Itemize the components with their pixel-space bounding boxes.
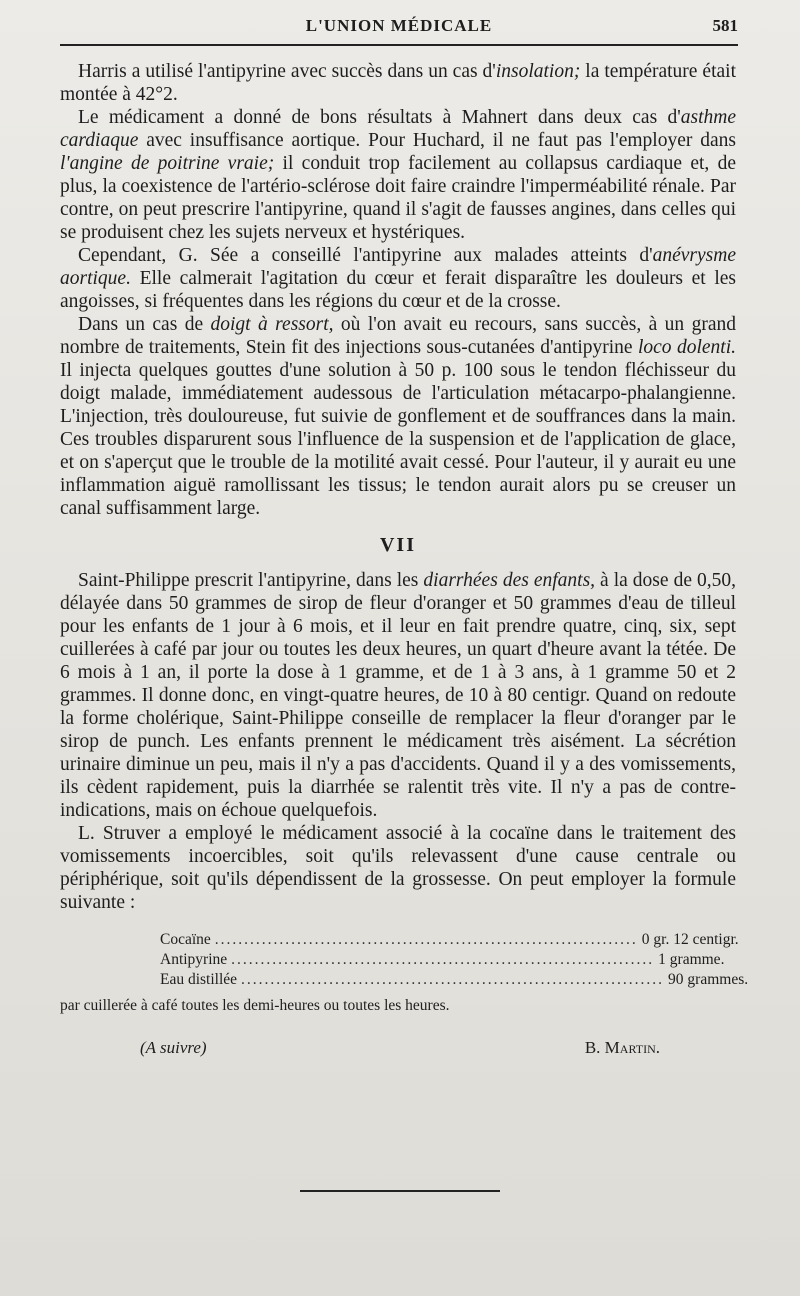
page-number: 581 bbox=[712, 16, 738, 35]
formula-quantity: 90 grammes. bbox=[668, 971, 749, 988]
formula-ingredient: Cocaïne bbox=[160, 931, 211, 948]
body-text bbox=[60, 60, 749, 1060]
dose-instruction: par cuillerée à café toutes les demi-heures ou toutes les heures. bbox=[60, 997, 450, 1014]
section-heading: VII bbox=[379, 534, 416, 556]
leader-dots: ........................................................................ bbox=[241, 971, 665, 988]
formula-quantity: 0 gr. 12 centigr. bbox=[641, 931, 739, 948]
signature-row bbox=[60, 1036, 736, 1060]
formula-quantity: 1 gramme. bbox=[658, 951, 725, 968]
paragraph-diarrhees-enfants: Saint-Philippe prescrit l'antipyrine, dans les diarrhées des enfants, à la dose de 0,50, délayée dans 50 grammes de sirop de fleur d'oranger et 50 grammes d'eau de tilleul pour les enfants de 1 jour à 6 mois, et il leur en fait prendre quatre, cinq, six, sept cuillerées à café par jour ou toutes les deux heures, un quart d'heure avant la tétée. De 6 mois à 1 an, il porte la dose à 1 gramme, et de 1 à 3 ans, à 1 gramme 50 et 2 grammes. Il donne donc, en vingt-quatre heures, de 10 à 80 centigr. Quand on redoute la forme cholérique, Saint-Philippe conseille de remplacer la fleur d'oranger par le sirop de punch. Les enfants prennent le médicament très aisément. La sécrétion urinaire diminue un peu, mais il n'y a pas d'accidents. Quand il y a des vomissements, ils cèdent rapidement, puis la diarrhée se ralentit très vite. Il n'y a pas de contre-indications, mais on échoue quelquefois. bbox=[60, 570, 736, 821]
paragraph-insolation: Harris a utilisé l'antipyrine avec succès dans un cas d'insolation; la température était montée à 42°2. bbox=[60, 61, 736, 105]
formula-row bbox=[160, 950, 725, 970]
formula-ingredient: Antipyrine bbox=[160, 951, 228, 968]
running-title: L'UNION MÉDICALE bbox=[305, 16, 493, 35]
formula-row bbox=[160, 970, 749, 990]
paragraph-asthme-cardiaque: Le médicament a donné de bons résultats à Mahnert dans deux cas d'asthme cardiaque avec insuffisance aortique. Pour Huchard, il ne faut pas l'employer dans l'angine de poitrine vraie; il conduit trop facilement au collapsus cardiaque et, de plus, la coexistence de l'artério-sclérose doit faire craindre l'imperméabilité rénale. Par contre, on peut prescrire l'antipyrine, quand il s'agit de fausses angines, dans celles qui se produisent chez les sujets nerveux et hystériques. bbox=[60, 107, 736, 243]
paragraph-vomissements: L. Struver a employé le médicament associé à la cocaïne dans le traitement des vomissements incoercibles, soit qu'ils relevassent d'une cause centrale ou périphérique, soit qu'ils dépendissent de la grossesse. On peut employer la formule suivante : bbox=[60, 823, 736, 913]
header-rule bbox=[60, 44, 738, 46]
leader-dots: ........................................................................ bbox=[214, 931, 638, 948]
formula-row bbox=[160, 930, 739, 950]
leader-dots: ........................................................................ bbox=[231, 951, 655, 968]
paragraph-doigt-a-ressort: Dans un cas de doigt à ressort, où l'on avait eu recours, sans succès, à un grand nombre de traitements, Stein fit des injections sous-cutanées d'antipyrine loco dolenti. Il injecta quelques gouttes d'une solution à 50 p. 100 sous le tendon fléchisseur du doigt malade, immédiatement audessous de l'articulation métacarpo-phalangienne. L'injection, très douloureuse, fut suivie de gonflement et de souffrances dans la main. Ces troubles disparurent sous l'influence de la suspension et de l'application de glace, et on s'aperçut que le trouble de la motilité avait cessé. Pour l'auteur, il y aurait eu une inflammation aiguë ramollissant les tissus; le tendon aurait alors pu se creuser un canal suffisamment large. bbox=[60, 314, 736, 519]
closing-rule bbox=[300, 1190, 500, 1192]
author-signature: B. Martin. bbox=[584, 1038, 660, 1057]
formula-ingredient: Eau distillée bbox=[160, 971, 238, 988]
paragraph-anevrysme: Cependant, G. Sée a conseillé l'antipyrine aux malades atteints d'anévrysme aortique. Elle calmerait l'agitation du cœur et ferait disparaître les douleurs et les angoisses, si fréquentes dans les régions du cœur et de la crosse. bbox=[60, 245, 736, 312]
to-be-continued: (A suivre) bbox=[140, 1038, 207, 1057]
page-header bbox=[60, 14, 738, 44]
formula-table bbox=[160, 930, 749, 990]
